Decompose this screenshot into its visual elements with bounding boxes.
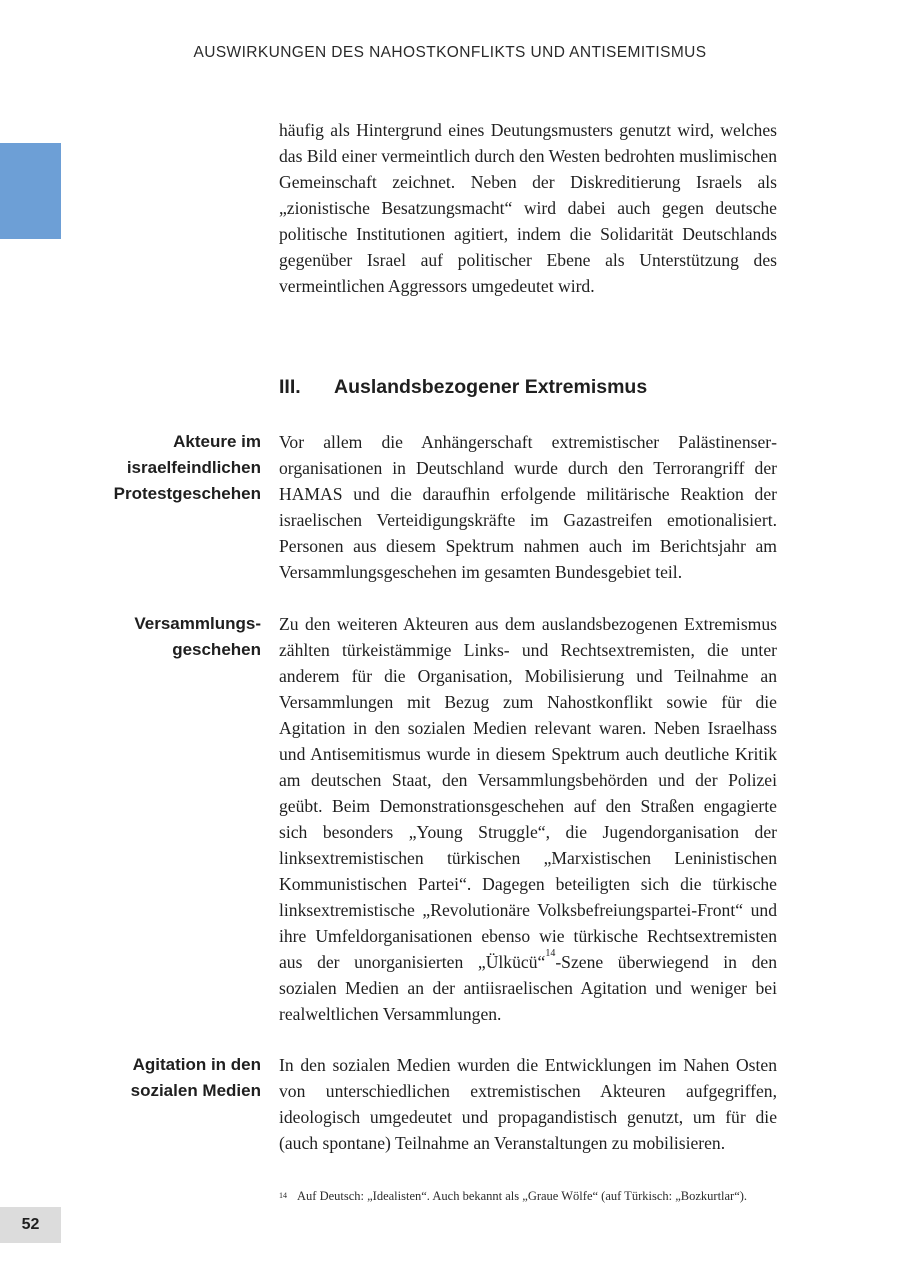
paragraph-assemblies-text-b: -Szene überwiegend in den sozialen Medien an der antiisraelischen Agitation und weniger bei realweltlichen Versammlungen. xyxy=(279,952,777,1024)
running-header: AUSWIRKUNGEN DES NAHOSTKONFLIKTS UND ANTISEMITISMUS xyxy=(193,44,707,61)
footnote-reference[interactable]: 14 xyxy=(545,948,556,959)
paragraph-agitation-text: In den sozialen Medien wurden die Entwicklungen im Nahen Osten von unterschiedlichen extremistischen Akteuren aufgegriffen, ideologisch umgedeutet und propagandistisch genutzt, um für die (auch spontane) Teilnahme an Veranstaltungen zu mobilisieren. xyxy=(279,1055,777,1153)
footnote-text: Auf Deutsch: „Idealisten“. Auch bekannt als „Graue Wölfe“ (auf Türkisch: „Bozkurtlar“). xyxy=(297,1189,748,1203)
chapter-color-tab xyxy=(0,143,61,239)
section-number: III. xyxy=(279,376,301,398)
margin-note-agitation: Agitation in den sozialen Medien xyxy=(130,1055,261,1100)
margin-note-actors: Akteure im israelfeindlichen Protestgeschehen xyxy=(113,432,261,503)
footnote xyxy=(279,1188,777,1204)
page-number: 52 xyxy=(0,1207,61,1243)
section-title: Auslandsbezogener Extremismus xyxy=(334,376,648,398)
paragraph-actors xyxy=(279,429,777,585)
paragraph-assemblies-text-a: Zu den weiteren Akteuren aus dem auslandsbezogenen Extremismus zählten türkeistämmige Links- und Rechtsextremisten, die unter anderem für die Organisation, Mobilisierung und Teilnahme an Versammlungen mit Bezug zum Nahostkonflikt sowie für die Agitation in den sozialen Medien relevant waren. Neben Israelhass und Antisemitismus wurde in diesem Spektrum auch deutliche Kritik am deutschen Staat, den Versammlungsbehörden und der Polizei geübt. Beim Demonstrationsgeschehen auf den Straßen engagierte sich besonders „Young Struggle“, die Jugendorganisation der linksextremistischen türkischen „Marxistischen Leninistischen Kommunistischen Partei“. Dagegen beteiligten sich die türkische linksextremistische „Revolutionäre Volksbefreiungspartei-Front“ und ihre Umfeldorganisationen ebenso wie türkische Rechtsextremisten aus der unorganisierten „Ülkücü“ xyxy=(279,614,777,972)
intro-paragraph xyxy=(279,117,777,299)
paragraph-agitation xyxy=(279,1052,777,1156)
margin-note-assemblies: Versammlungsgeschehen xyxy=(134,614,261,659)
footnote-number: 14 xyxy=(279,1191,287,1200)
section-heading xyxy=(279,376,647,399)
paragraph-actors-text: Vor allem die Anhängerschaft extremistischer Palästinenserorganisationen in Deutschland wurde durch den Terrorangriff der HAMAS und die daraufhin erfolgende militärische Reaktion der israelischen Verteidigungskräfte im Gazastreifen emotionalisiert. Personen aus diesem Spektrum nahmen auch im Berichtsjahr am Versammlungsgeschehen im gesamten Bundesgebiet teil. xyxy=(279,432,777,582)
intro-text: häufig als Hintergrund eines Deutungsmusters genutzt wird, welches das Bild einer vermeintlich durch den Westen bedrohten muslimischen Gemeinschaft zeichnet. Neben der Diskreditierung Israels als „zionistische Besatzungsmacht“ wird dabei auch gegen deutsche politische Institutionen agitiert, indem die Solidarität Deutschlands gegenüber Israel auf politischer Ebene als Unterstützung des vermeintlichen Aggressors umgedeutet wird. xyxy=(279,120,777,296)
paragraph-assemblies xyxy=(279,611,777,1027)
